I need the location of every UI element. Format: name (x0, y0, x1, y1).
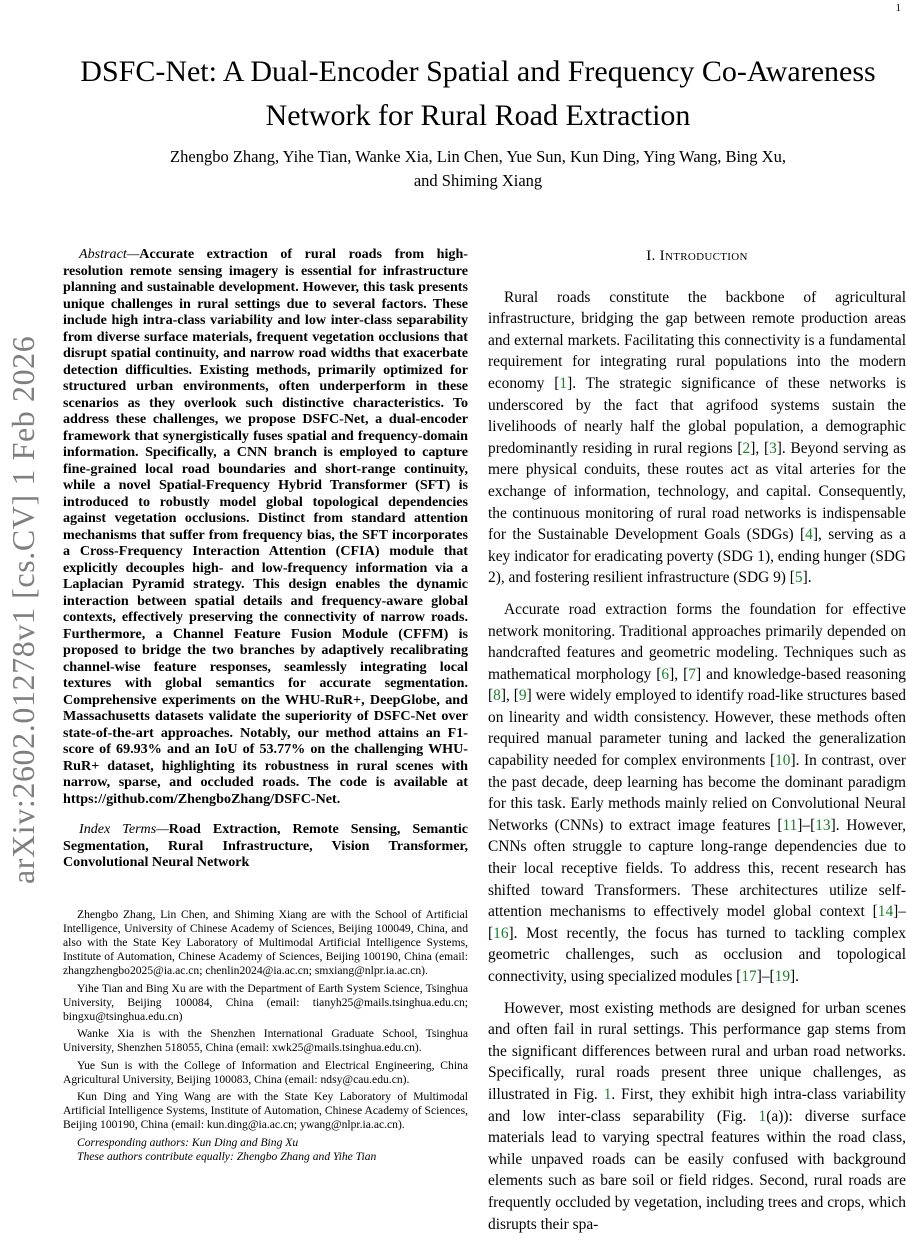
abstract-text: Accurate extraction of rural roads from high-resolution remote sensing imagery is essential for infrastructure planning and sustainable development. However, this task presents unique challenges in rural settings due to several factors. These include high intra-class variability and low inter-class separability from diverse surface materials, frequent vegetation occlusions that disrupt spatial continuity, and narrow road widths that exacerbate detection difficulties. Existing methods, primarily optimized for structured urban environments, often underperform in these scenarios as they overlook such distinctive characteristics. To address these challenges, we propose DSFC-Net, a dual-encoder framework that synergistically fuses spatial and frequency-domain information. Specifically, a CNN branch is employed to capture fine-grained local road boundaries and short-range continuity, while a novel Spatial-Frequency Hybrid Transformer (SFT) is introduced to robustly model global topological dependencies against vegetation occlusions. Distinct from standard attention mechanisms that suffer from frequency bias, the SFT incorporates a Cross-Frequency Interaction Attention (CFIA) module that explicitly decouples high- and low-frequency information via a Laplacian Pyramid strategy. This design enables the dynamic interaction between spatial details and frequency-aware global contexts, effectively preserving the connectivity of narrow roads. Furthermore, a Channel Feature Fusion Module (CFFM) is proposed to bridge the two branches by adaptively recalibrating channel-wise feature responses, seamlessly integrating local textures with global semantics for accurate segmentation. Comprehensive experiments on the WHU-RuR+, DeepGlobe, and Massachusetts datasets validate the superiority of DSFC-Net over state-of-the-art approaches. Notably, our method attains an F1-score of 69.93% and an IoU of 53.77% on the challenging WHU-RuR+ dataset, highlighting its robustness in rural scenes with narrow, sparse, and occluded roads. The code is available at https://github.com/ZhengboZhang/DSFC-Net. (63, 246, 468, 807)
paper-title: DSFC-Net: A Dual-Encoder Spatial and Frequency Co-Awareness Network for Rural Road Extraction (80, 55, 876, 132)
citation-link[interactable]: 8 (493, 687, 501, 705)
intro-paragraph-2: Accurate road extraction forms the foundation for effective network monitoring. Traditional approaches primarily depended on handcrafted features and geometric modeling. Techniques such as mathematical morphology [6], [7] and knowledge-based reasoning [8], [9] were widely employed to identify road-like structures based on linearity and width consistency. However, these methods often required manual parameter tuning and lacked the generalization capability needed for complex environments [10]. In contrast, over the past decade, deep learning has become the dominant paradigm for this task. Early methods mainly relied on Convolutional Neural Networks (CNNs) to extract image features [11]–[13]. However, CNNs often struggle to capture long-range dependencies due to their local receptive fields. To address this, recent research has shifted toward Transformers. These architectures utilize self-attention mechanisms to effectively model global context [14]–[16]. Most recently, the focus has turned to tackling complex geometric challenges, such as occlusion and topological connectivity, using specialized modules [17]–[19]. (488, 600, 906, 985)
equal-contribution: These authors contribute equally: Zhengbo Zhang and Yihe Tian (77, 1149, 377, 1163)
intro-paragraph-3: However, most existing methods are designed for urban scenes and often fail in rural settings. This performance gap stems from the significant differences between rural and urban road networks. Specifically, rural roads present three unique challenges, as illustrated in Fig. 1. First, they exhibit high intra-class variability and low inter-class separability (Fig. 1(a)): diverse surface materials lead to varying spectral features within the road class, while unpaved roads can be easily confused with background elements such as bare soil or field ridges. Second, rural roads are frequently occluded by vegetation, including trees and crops, which disrupts their spa- (488, 999, 906, 1233)
citation-link[interactable]: 1 (559, 374, 568, 392)
page-number: 1 (895, 2, 901, 14)
citation-link[interactable]: 9 (518, 687, 527, 705)
citation-link[interactable]: 6 (661, 665, 670, 683)
footnote: Kun Ding and Ying Wang are with the State Key Laboratory of Multimodal Artificial Intelligence Systems, Institute of Automation, Chinese Academy of Sciences, Beijing 100190, China (email: kun.ding@ia.ac.cn; ywang@nlpr.ia.ac.cn). (63, 1089, 468, 1132)
figure-link[interactable]: 1 (758, 1107, 767, 1125)
index-terms (63, 821, 468, 871)
footnote: Wanke Xia is with the Shenzhen International Graduate School, Tsinghua University, Shenzhen 518055, China (email: xwk25@mails.tsinghua.edu.cn). (63, 1027, 468, 1055)
citation-link[interactable]: 19 (774, 968, 791, 985)
citation-link[interactable]: 10 (775, 752, 791, 770)
authors-line-1: Zhengbo Zhang, Yihe Tian, Wanke Xia, Lin Chen, Yue Sun, Kun Ding, Ying Wang, Bing Xu, (170, 147, 786, 166)
author-list (60, 145, 896, 193)
footnote: Zhengbo Zhang, Lin Chen, and Shiming Xiang are with the School of Artificial Intelligence, University of Chinese Academy of Sciences, Beijing 100049, China, and also with the State Key Laboratory of Multimodal Artificial Intelligence Systems, Institute of Automation, Chinese Academy of Sciences, Beijing 100190, China (email: zhangzhengbo2025@ia.ac.cn; chenlin2024@ia.ac.cn; smxiang@nlpr.ia.ac.cn). (63, 907, 468, 978)
citation-link[interactable]: 16 (493, 924, 509, 942)
citation-link[interactable]: 14 (877, 903, 894, 921)
citation-link[interactable]: 4 (805, 526, 813, 544)
citation-link[interactable]: 7 (688, 665, 696, 683)
citation-link[interactable]: 2 (742, 439, 751, 457)
abstract-label: Abstract— (79, 246, 140, 262)
footnote: Yihe Tian and Bing Xu are with the Department of Earth System Science, Tsinghua University, Beijing 100084, China (email: tianyh25@mails.tsinghua.edu.cn; bingxu@tsinghua.edu.cn) (63, 981, 468, 1023)
citation-link[interactable]: 17 (741, 968, 757, 985)
right-column (488, 244, 906, 1245)
citation-link[interactable]: 13 (815, 816, 831, 834)
left-column (63, 246, 468, 1164)
footnote: Yue Sun is with the College of Information and Electrical Engineering, China Agricultural University, Beijing 100083, China (email: ndsy@cau.edu.cn). (63, 1058, 468, 1086)
intro-paragraph-1: Rural roads constitute the backbone of agricultural infrastructure, bridging the gap between remote production areas and external markets. Facilitating this connectivity is a fundamental requirement for integrating rural populations into the modern economy [1]. The strategic significance of these networks is underscored by the fact that agrifood systems sustain the livelihoods of nearly half the global population, a demographic predominantly residing in rural regions [2], [3]. Beyond serving as mere physical conduits, these routes act as vital arteries for the exchange of information, technology, and capital. Consequently, the continuous monitoring of rural road networks is indispensable for the Sustainable Development Goals (SDGs) [4], serving as a key indicator for eradicating poverty (SDG 1), ending hunger (SDG 2), and fostering resilient infrastructure (SDG 9) [5]. (488, 288, 906, 587)
arxiv-stamp[interactable]: arXiv:2602.01278v1 [cs.CV] 1 Feb 2026 (5, 335, 41, 885)
figure-link[interactable]: 1 (603, 1085, 612, 1103)
footnotes (63, 908, 468, 1164)
citation-link[interactable]: 11 (782, 816, 798, 834)
index-terms-text: Road Extraction, Remote Sensing, Semantic Segmentation, Rural Infrastructure, Vision Transformer, Convolutional Neural Network (63, 821, 468, 870)
corresponding-authors: Corresponding authors: Kun Ding and Bing Xu (77, 1135, 299, 1149)
abstract (63, 246, 468, 807)
authors-line-2: and Shiming Xiang (413, 171, 543, 190)
citation-link[interactable]: 5 (794, 569, 803, 587)
section-heading: I. Introduction (646, 248, 748, 264)
index-terms-label: Index Terms— (79, 821, 169, 837)
citation-link[interactable]: 3 (769, 439, 777, 457)
